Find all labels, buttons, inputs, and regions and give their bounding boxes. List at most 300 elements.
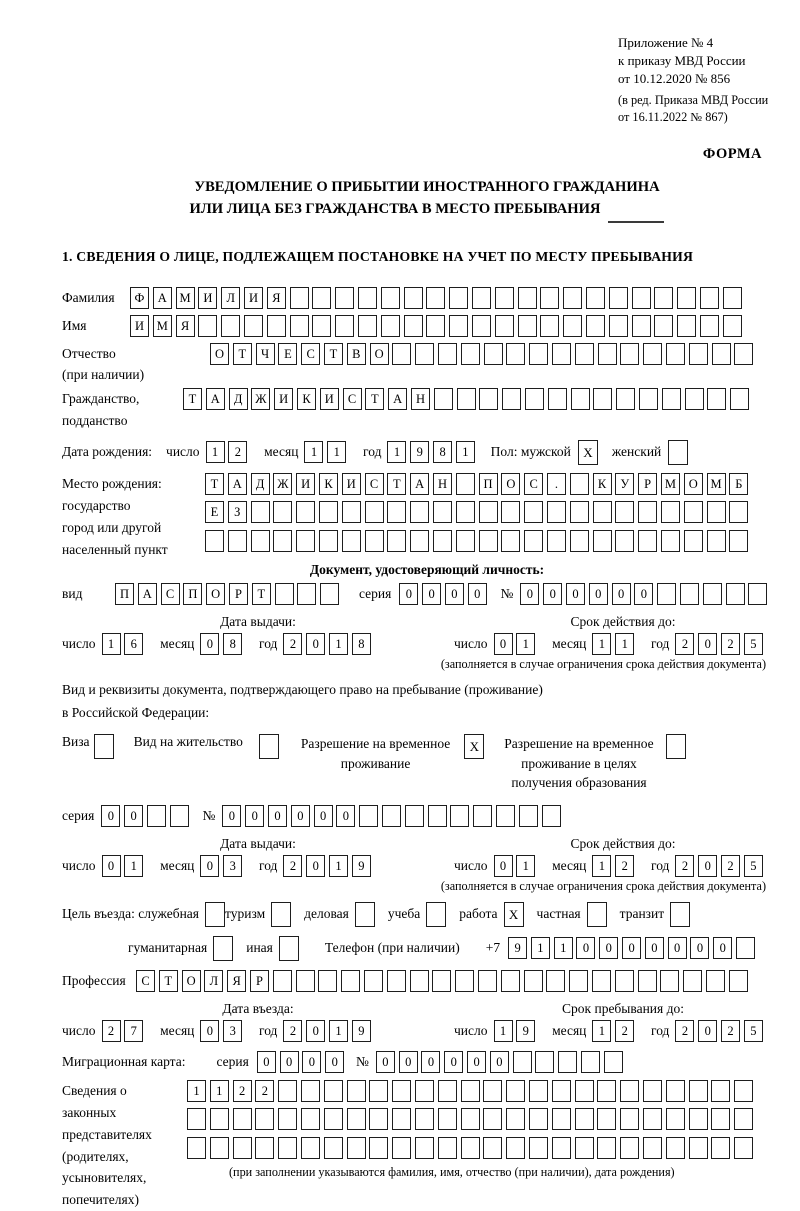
char-box[interactable]: К: [319, 473, 338, 495]
char-box[interactable]: [251, 530, 270, 552]
char-box[interactable]: [535, 1051, 554, 1073]
char-box[interactable]: [410, 501, 429, 523]
char-box[interactable]: [501, 501, 520, 523]
char-box[interactable]: [461, 1137, 480, 1159]
char-box[interactable]: [597, 1137, 616, 1159]
char-box[interactable]: [524, 501, 543, 523]
char-box[interactable]: [495, 287, 514, 309]
char-box[interactable]: [483, 1080, 502, 1102]
char-box[interactable]: В: [347, 343, 366, 365]
char-box[interactable]: Т: [387, 473, 406, 495]
char-box[interactable]: 2: [255, 1080, 274, 1102]
char-box[interactable]: [432, 970, 451, 992]
char-box[interactable]: Т: [233, 343, 252, 365]
char-box[interactable]: [707, 501, 726, 523]
char-box[interactable]: [597, 1080, 616, 1102]
char-box[interactable]: [666, 1080, 685, 1102]
char-box[interactable]: [736, 937, 755, 959]
char-box[interactable]: [438, 1137, 457, 1159]
char-box[interactable]: [734, 343, 753, 365]
char-box[interactable]: [438, 1080, 457, 1102]
char-box[interactable]: [434, 388, 453, 410]
char-box[interactable]: [301, 1137, 320, 1159]
char-box[interactable]: [404, 315, 423, 337]
char-box[interactable]: [546, 970, 565, 992]
char-box[interactable]: [369, 1137, 388, 1159]
char-box[interactable]: [661, 501, 680, 523]
char-box[interactable]: Я: [176, 315, 195, 337]
char-box[interactable]: [529, 1137, 548, 1159]
char-box[interactable]: Ж: [251, 388, 270, 410]
char-box[interactable]: 2: [228, 441, 247, 463]
char-box[interactable]: 0: [698, 855, 717, 877]
char-box[interactable]: Д: [251, 473, 270, 495]
char-box[interactable]: 9: [410, 441, 429, 463]
char-box[interactable]: 8: [352, 633, 371, 655]
char-box[interactable]: [558, 1051, 577, 1073]
char-box[interactable]: И: [198, 287, 217, 309]
char-box[interactable]: 1: [516, 855, 535, 877]
char-box[interactable]: [680, 583, 699, 605]
char-box[interactable]: О: [501, 473, 520, 495]
char-box[interactable]: Л: [221, 287, 240, 309]
char-box[interactable]: Ч: [256, 343, 275, 365]
char-box[interactable]: [479, 530, 498, 552]
char-box[interactable]: 0: [543, 583, 562, 605]
char-box[interactable]: [278, 1137, 297, 1159]
char-box[interactable]: 1: [531, 937, 550, 959]
char-box[interactable]: [529, 343, 548, 365]
char-box[interactable]: [392, 343, 411, 365]
char-box[interactable]: [706, 970, 725, 992]
char-box[interactable]: 1: [494, 1020, 513, 1042]
char-box[interactable]: К: [297, 388, 316, 410]
char-box[interactable]: [233, 1137, 252, 1159]
char-box[interactable]: Р: [229, 583, 248, 605]
char-box[interactable]: [525, 388, 544, 410]
char-box[interactable]: [620, 1080, 639, 1102]
char-box[interactable]: [570, 501, 589, 523]
char-box[interactable]: [563, 287, 582, 309]
char-box[interactable]: [426, 902, 446, 927]
char-box[interactable]: О: [684, 473, 703, 495]
char-box[interactable]: [729, 970, 748, 992]
char-box[interactable]: [638, 970, 657, 992]
char-box[interactable]: [221, 315, 240, 337]
char-box[interactable]: [518, 315, 537, 337]
char-box[interactable]: Т: [365, 388, 384, 410]
char-box[interactable]: 0: [467, 1051, 486, 1073]
char-box[interactable]: [734, 1108, 753, 1130]
char-box[interactable]: 0: [200, 1020, 219, 1042]
char-box[interactable]: [255, 1108, 274, 1130]
char-box[interactable]: А: [410, 473, 429, 495]
char-box[interactable]: 1: [592, 633, 611, 655]
char-box[interactable]: [615, 970, 634, 992]
char-box[interactable]: [593, 530, 612, 552]
char-box[interactable]: 1: [516, 633, 535, 655]
char-box[interactable]: П: [479, 473, 498, 495]
char-box[interactable]: А: [228, 473, 247, 495]
char-box[interactable]: [570, 530, 589, 552]
char-box[interactable]: 0: [421, 1051, 440, 1073]
char-box[interactable]: Т: [324, 343, 343, 365]
char-box[interactable]: 0: [698, 633, 717, 655]
char-box[interactable]: 0: [713, 937, 732, 959]
char-box[interactable]: [501, 530, 520, 552]
char-box[interactable]: [365, 501, 384, 523]
char-box[interactable]: [347, 1080, 366, 1102]
char-box[interactable]: [575, 343, 594, 365]
char-box[interactable]: 2: [615, 1020, 634, 1042]
char-box[interactable]: [700, 315, 719, 337]
char-box[interactable]: Р: [638, 473, 657, 495]
char-box[interactable]: 0: [222, 805, 241, 827]
char-box[interactable]: Н: [411, 388, 430, 410]
char-box[interactable]: 0: [576, 937, 595, 959]
char-box[interactable]: [496, 805, 515, 827]
temp-residence-checkbox[interactable]: X: [464, 734, 484, 759]
char-box[interactable]: 1: [102, 633, 121, 655]
char-box[interactable]: [666, 1137, 685, 1159]
char-box[interactable]: [278, 1080, 297, 1102]
char-box[interactable]: 0: [200, 855, 219, 877]
residence-permit-checkbox[interactable]: [259, 734, 279, 759]
char-box[interactable]: [506, 343, 525, 365]
char-box[interactable]: 1: [554, 937, 573, 959]
char-box[interactable]: [729, 501, 748, 523]
char-box[interactable]: [609, 315, 628, 337]
char-box[interactable]: [484, 343, 503, 365]
char-box[interactable]: [187, 1137, 206, 1159]
char-box[interactable]: Я: [267, 287, 286, 309]
char-box[interactable]: [604, 1051, 623, 1073]
char-box[interactable]: [519, 805, 538, 827]
char-box[interactable]: [598, 343, 617, 365]
char-box[interactable]: Б: [729, 473, 748, 495]
char-box[interactable]: [369, 1080, 388, 1102]
char-box[interactable]: .: [547, 473, 566, 495]
char-box[interactable]: [365, 530, 384, 552]
char-box[interactable]: [479, 388, 498, 410]
char-box[interactable]: 0: [668, 937, 687, 959]
char-box[interactable]: [529, 1080, 548, 1102]
char-box[interactable]: [670, 902, 690, 927]
char-box[interactable]: 2: [721, 1020, 740, 1042]
char-box[interactable]: [592, 970, 611, 992]
char-box[interactable]: [730, 388, 749, 410]
char-box[interactable]: [529, 1108, 548, 1130]
char-box[interactable]: А: [206, 388, 225, 410]
char-box[interactable]: [426, 287, 445, 309]
char-box[interactable]: 0: [314, 805, 333, 827]
char-box[interactable]: С: [136, 970, 155, 992]
char-box[interactable]: [615, 501, 634, 523]
char-box[interactable]: Н: [433, 473, 452, 495]
visa-checkbox[interactable]: [94, 734, 114, 759]
char-box[interactable]: [552, 1108, 571, 1130]
char-box[interactable]: 0: [444, 1051, 463, 1073]
char-box[interactable]: [267, 315, 286, 337]
char-box[interactable]: [620, 1137, 639, 1159]
char-box[interactable]: 0: [124, 805, 143, 827]
char-box[interactable]: [542, 805, 561, 827]
char-box[interactable]: [501, 970, 520, 992]
char-box[interactable]: [483, 1137, 502, 1159]
char-box[interactable]: Л: [204, 970, 223, 992]
char-box[interactable]: [615, 530, 634, 552]
char-box[interactable]: 0: [422, 583, 441, 605]
char-box[interactable]: [320, 583, 339, 605]
char-box[interactable]: [461, 1108, 480, 1130]
char-box[interactable]: [726, 583, 745, 605]
char-box[interactable]: 0: [494, 633, 513, 655]
char-box[interactable]: 1: [592, 855, 611, 877]
char-box[interactable]: 2: [615, 855, 634, 877]
char-box[interactable]: 2: [721, 633, 740, 655]
char-box[interactable]: [251, 501, 270, 523]
char-box[interactable]: [433, 501, 452, 523]
char-box[interactable]: [426, 315, 445, 337]
char-box[interactable]: [335, 287, 354, 309]
char-box[interactable]: 9: [508, 937, 527, 959]
char-box[interactable]: [358, 315, 377, 337]
char-box[interactable]: 5: [744, 633, 763, 655]
char-box[interactable]: [540, 315, 559, 337]
char-box[interactable]: 2: [675, 855, 694, 877]
char-box[interactable]: [382, 805, 401, 827]
char-box[interactable]: [205, 530, 224, 552]
char-box[interactable]: 1: [206, 441, 225, 463]
char-box[interactable]: [707, 388, 726, 410]
char-box[interactable]: О: [370, 343, 389, 365]
char-box[interactable]: 7: [124, 1020, 143, 1042]
char-box[interactable]: М: [707, 473, 726, 495]
char-box[interactable]: 2: [283, 633, 302, 655]
char-box[interactable]: [643, 343, 662, 365]
char-box[interactable]: П: [115, 583, 134, 605]
char-box[interactable]: 0: [291, 805, 310, 827]
char-box[interactable]: [244, 315, 263, 337]
char-box[interactable]: Т: [205, 473, 224, 495]
char-box[interactable]: 6: [124, 633, 143, 655]
char-box[interactable]: [632, 315, 651, 337]
char-box[interactable]: 5: [744, 1020, 763, 1042]
char-box[interactable]: 1: [124, 855, 143, 877]
char-box[interactable]: Д: [229, 388, 248, 410]
char-box[interactable]: 5: [744, 855, 763, 877]
char-box[interactable]: Т: [159, 970, 178, 992]
char-box[interactable]: [233, 1108, 252, 1130]
char-box[interactable]: [563, 315, 582, 337]
char-box[interactable]: [415, 1108, 434, 1130]
char-box[interactable]: С: [365, 473, 384, 495]
char-box[interactable]: [685, 388, 704, 410]
char-box[interactable]: [404, 287, 423, 309]
char-box[interactable]: М: [153, 315, 172, 337]
char-box[interactable]: [449, 287, 468, 309]
char-box[interactable]: 0: [102, 855, 121, 877]
char-box[interactable]: О: [206, 583, 225, 605]
char-box[interactable]: [324, 1137, 343, 1159]
char-box[interactable]: [575, 1137, 594, 1159]
char-box[interactable]: [552, 1137, 571, 1159]
char-box[interactable]: 1: [387, 441, 406, 463]
char-box[interactable]: [547, 530, 566, 552]
char-box[interactable]: 0: [101, 805, 120, 827]
char-box[interactable]: 2: [283, 1020, 302, 1042]
char-box[interactable]: [312, 315, 331, 337]
char-box[interactable]: 2: [675, 633, 694, 655]
char-box[interactable]: [593, 501, 612, 523]
char-box[interactable]: 0: [268, 805, 287, 827]
char-box[interactable]: [723, 287, 742, 309]
char-box[interactable]: [748, 583, 767, 605]
char-box[interactable]: [513, 1051, 532, 1073]
char-box[interactable]: [290, 315, 309, 337]
char-box[interactable]: [461, 343, 480, 365]
char-box[interactable]: [478, 970, 497, 992]
char-box[interactable]: 1: [210, 1080, 229, 1102]
char-box[interactable]: [689, 1108, 708, 1130]
char-box[interactable]: [506, 1080, 525, 1102]
char-box[interactable]: 1: [592, 1020, 611, 1042]
char-box[interactable]: С: [301, 343, 320, 365]
char-box[interactable]: [643, 1137, 662, 1159]
sex-female-checkbox[interactable]: [668, 440, 688, 465]
char-box[interactable]: [410, 970, 429, 992]
char-box[interactable]: 1: [304, 441, 323, 463]
char-box[interactable]: К: [593, 473, 612, 495]
char-box[interactable]: [290, 287, 309, 309]
char-box[interactable]: [684, 530, 703, 552]
char-box[interactable]: [301, 1108, 320, 1130]
char-box[interactable]: Ф: [130, 287, 149, 309]
char-box[interactable]: [456, 501, 475, 523]
char-box[interactable]: [734, 1137, 753, 1159]
char-box[interactable]: [638, 530, 657, 552]
char-box[interactable]: 0: [494, 855, 513, 877]
char-box[interactable]: [548, 388, 567, 410]
char-box[interactable]: [575, 1080, 594, 1102]
char-box[interactable]: [456, 473, 475, 495]
char-box[interactable]: [355, 902, 375, 927]
char-box[interactable]: 0: [399, 1051, 418, 1073]
char-box[interactable]: [273, 970, 292, 992]
char-box[interactable]: [666, 1108, 685, 1130]
char-box[interactable]: [661, 530, 680, 552]
char-box[interactable]: [707, 530, 726, 552]
char-box[interactable]: 1: [187, 1080, 206, 1102]
char-box[interactable]: Е: [205, 501, 224, 523]
char-box[interactable]: [473, 805, 492, 827]
char-box[interactable]: [483, 1108, 502, 1130]
char-box[interactable]: И: [274, 388, 293, 410]
char-box[interactable]: [552, 1080, 571, 1102]
char-box[interactable]: И: [296, 473, 315, 495]
char-box[interactable]: 0: [306, 855, 325, 877]
char-box[interactable]: [392, 1137, 411, 1159]
char-box[interactable]: 9: [352, 1020, 371, 1042]
char-box[interactable]: 1: [615, 633, 634, 655]
char-box[interactable]: [428, 805, 447, 827]
char-box[interactable]: 9: [516, 1020, 535, 1042]
char-box[interactable]: [415, 1080, 434, 1102]
char-box[interactable]: Я: [227, 970, 246, 992]
char-box[interactable]: 0: [566, 583, 585, 605]
char-box[interactable]: [455, 970, 474, 992]
char-box[interactable]: X: [504, 902, 524, 927]
char-box[interactable]: И: [244, 287, 263, 309]
char-box[interactable]: [358, 287, 377, 309]
char-box[interactable]: [392, 1080, 411, 1102]
char-box[interactable]: [570, 473, 589, 495]
char-box[interactable]: [296, 970, 315, 992]
char-box[interactable]: [210, 1137, 229, 1159]
char-box[interactable]: 2: [675, 1020, 694, 1042]
purpose-checkbox[interactable]: [205, 902, 225, 927]
char-box[interactable]: 0: [645, 937, 664, 959]
char-box[interactable]: [415, 343, 434, 365]
char-box[interactable]: [575, 1108, 594, 1130]
char-box[interactable]: Р: [250, 970, 269, 992]
char-box[interactable]: [643, 1108, 662, 1130]
char-box[interactable]: [318, 970, 337, 992]
char-box[interactable]: [689, 343, 708, 365]
char-box[interactable]: [643, 1080, 662, 1102]
char-box[interactable]: [438, 343, 457, 365]
char-box[interactable]: [506, 1108, 525, 1130]
char-box[interactable]: [472, 287, 491, 309]
char-box[interactable]: [639, 388, 658, 410]
char-box[interactable]: [638, 501, 657, 523]
char-box[interactable]: [456, 530, 475, 552]
char-box[interactable]: [198, 315, 217, 337]
char-box[interactable]: [319, 530, 338, 552]
char-box[interactable]: [689, 1080, 708, 1102]
char-box[interactable]: [387, 970, 406, 992]
char-box[interactable]: [347, 1108, 366, 1130]
char-box[interactable]: Е: [278, 343, 297, 365]
char-box[interactable]: [341, 970, 360, 992]
char-box[interactable]: [364, 970, 383, 992]
char-box[interactable]: 0: [257, 1051, 276, 1073]
char-box[interactable]: [703, 583, 722, 605]
char-box[interactable]: [569, 970, 588, 992]
temp-residence-edu-checkbox[interactable]: [666, 734, 686, 759]
char-box[interactable]: [410, 530, 429, 552]
char-box[interactable]: [660, 970, 679, 992]
char-box[interactable]: [381, 287, 400, 309]
char-box[interactable]: [571, 388, 590, 410]
char-box[interactable]: 0: [622, 937, 641, 959]
char-box[interactable]: А: [153, 287, 172, 309]
char-box[interactable]: И: [130, 315, 149, 337]
char-box[interactable]: [296, 501, 315, 523]
char-box[interactable]: [405, 805, 424, 827]
char-box[interactable]: [654, 287, 673, 309]
char-box[interactable]: [586, 315, 605, 337]
char-box[interactable]: [347, 1137, 366, 1159]
char-box[interactable]: [683, 970, 702, 992]
char-box[interactable]: [450, 805, 469, 827]
char-box[interactable]: [662, 388, 681, 410]
char-box[interactable]: 0: [245, 805, 264, 827]
char-box[interactable]: [342, 501, 361, 523]
char-box[interactable]: [273, 501, 292, 523]
char-box[interactable]: [677, 315, 696, 337]
char-box[interactable]: [502, 388, 521, 410]
